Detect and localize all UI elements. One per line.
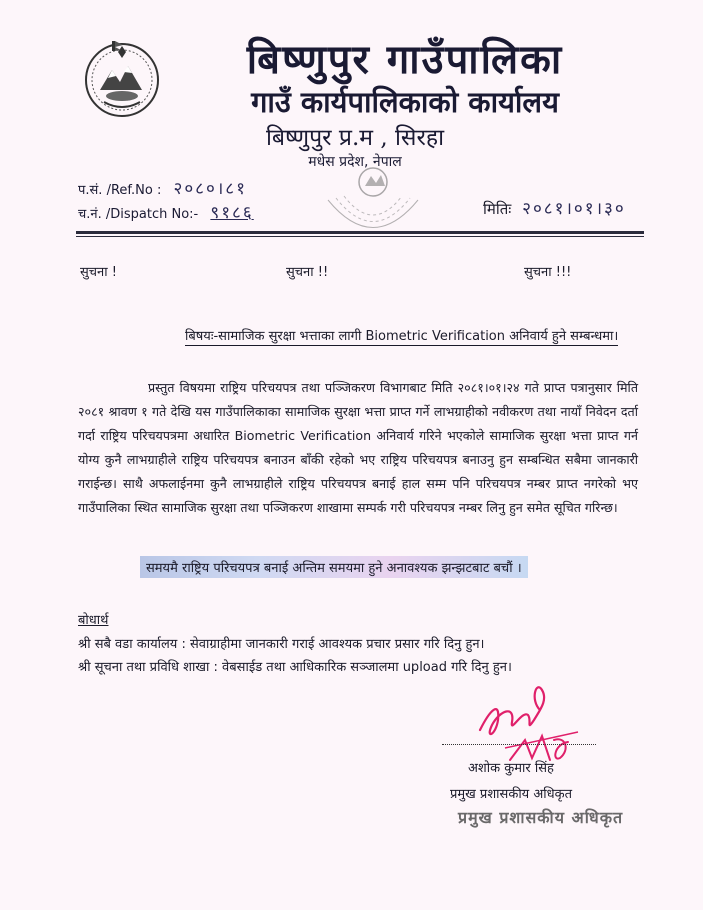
- signatory-title: प्रमुख प्रशासकीय अधिकृत: [450, 787, 573, 802]
- letter-subject: बिषयः-सामाजिक सुरक्षा भत्ताका लागी Biometric Verification अनिवार्य हुने सम्बन्धमा।: [185, 326, 618, 346]
- dispatch-number-value: ९१८६: [210, 203, 254, 223]
- notice-label-2: सुचना !!: [286, 265, 329, 280]
- notice-label-3: सुचना !!!: [524, 265, 572, 280]
- cc-title: बोधार्थ: [78, 613, 109, 628]
- letter-date: [483, 196, 626, 219]
- signatory-name: अशोक कुमार सिंह: [468, 761, 554, 776]
- ref-number-label: प.सं. /Ref.No :: [78, 183, 162, 198]
- header-divider-thin: [76, 236, 644, 237]
- notice-label-1: सुचना !: [80, 265, 117, 280]
- nepal-emblem-icon: [82, 38, 162, 122]
- office-name: गाउँ कार्यपालिकाको कार्यालय: [251, 85, 559, 119]
- ref-number-row: [78, 176, 247, 199]
- signature-line: [442, 744, 596, 745]
- date-value: २०८१।०१।३०: [522, 199, 626, 219]
- ref-number-value: २०८०।८१: [173, 179, 247, 199]
- letter-body: प्रस्तुत विषयमा राष्ट्रिय परिचयपत्र तथा पञ्जिकरण विभागबाट मिति २०८१।०१।२४ गते प्राप्त पत्रानुसार मिति २०८१ श्रावण १ गते देखि यस गाउँपालिकाका सामाजिक सुरक्षा भत्ता प्राप्त गर्ने लाभग्राहीको नवीकरण तथा नायाँ निवेदन दर्ता गर्दा राष्ट्रिय परिचयपत्रमा अधारित Biometric Verification अनिवार्य गरिने भएकोले सामाजिक सुरक्षा भत्ता प्राप्त गर्न योग्य कुनै लाभग्राहीले राष्ट्रिय परिचयपत्र बनाउन बाँकी रहेको भए राष्ट्रिय परिचयपत्र बनाउनु हुन सम्बन्धित सबैमा जानकारी गराईन्छ। साथै अफलाईनमा कुनै लाभग्राहीले राष्ट्रिय परिचयपत्र बनाई हाल सम्म पनि परिचयपत्र नम्बर प्राप्त नगरेको भए गाउँपालिका स्थित सामाजिक सुरक्षा तथा पञ्जिकरण शाखामा सम्पर्क गरी परिचयपत्र नम्बर लिनु हुन समेत सूचित गरिन्छ।: [78, 380, 638, 515]
- municipality-name: बिष्णुपुर गाउँपालिका: [246, 36, 564, 83]
- header-divider: [76, 231, 644, 234]
- province-name: मधेस प्रदेश, नेपाल: [308, 154, 402, 170]
- signatory-stamp: प्रमुख प्रशासकीय अधिकृत: [458, 808, 624, 827]
- office-address: बिष्णुपुर प्र.म , सिरहा: [265, 125, 445, 151]
- office-seal-icon: [318, 160, 428, 260]
- date-label: मितिः: [483, 200, 512, 218]
- cc-line-2: श्री सूचना तथा प्रविधि शाखा : वेबसाईड तथा आधिकारिक सञ्जालमा upload गरि दिनु हुन।: [78, 660, 512, 675]
- handwritten-signature-icon: [470, 670, 590, 770]
- dispatch-number-label: च.नं. /Dispatch No:-: [78, 207, 199, 222]
- highlighted-advisory: समयमै राष्ट्रिय परिचयपत्र बनाई अन्तिम समयमा हुने अनावश्यक झन्झटबाट बचौं ।: [140, 556, 528, 578]
- cc-line-1: श्री सबै वडा कार्यालय : सेवाग्राहीमा जानकारी गराई आवश्यक प्रचार प्रसार गरि दिनु हुन।: [78, 637, 485, 652]
- dispatch-number-row: [78, 200, 254, 223]
